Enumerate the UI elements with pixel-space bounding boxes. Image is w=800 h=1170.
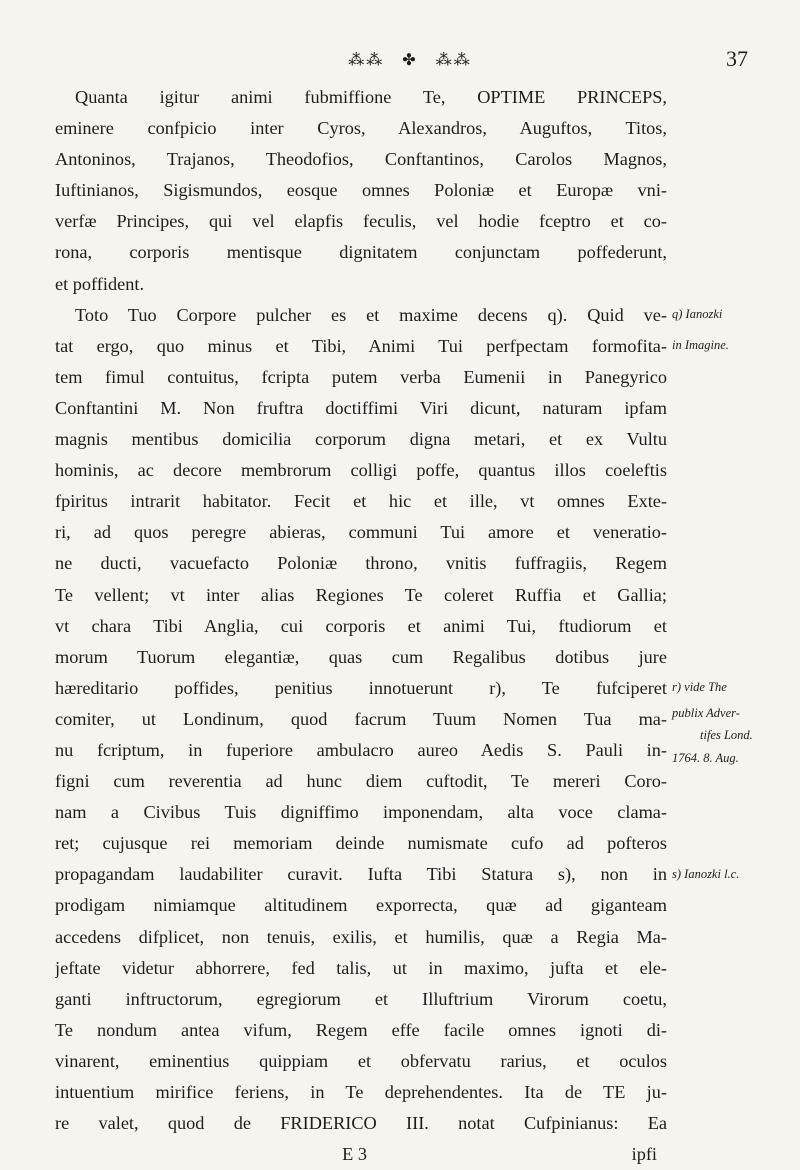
text-line: Conftantini M. Non fruftra doctiffimi Viri dicunt, naturam ipfam: [55, 397, 667, 418]
text-line: tem fimul contuitus, fcripta putem verba Eumenii in Panegyrico: [55, 366, 667, 387]
text-line: nam a Civibus Tuis digniffimo imponendam, alta voce clama-: [55, 802, 667, 823]
text-line: nu fcriptum, in fuperiore ambulacro aureo Aedis S. Pauli in-: [55, 739, 667, 760]
text-line: comiter, ut Londinum, quod facrum Tuum Nomen Tua ma-: [55, 708, 667, 729]
center-ornament-icon: ✤: [402, 52, 418, 69]
text-line: verfæ Principes, qui vel elapfis feculis, vel hodie fceptro et co-: [55, 211, 667, 232]
text-line: eminere confpicio inter Cyros, Alexandros, Auguftos, Titos,: [55, 118, 667, 139]
text-line: vinarent, eminentius quippiam et obfervatu rarius, et oculos: [55, 1050, 667, 1071]
text-line: ne ducti, vacuefacto Poloniæ throno, vnitis fuffragiis, Regem: [55, 553, 667, 574]
text-line: ganti inftructorum, egregiorum et Illuftrium Virorum coetu,: [55, 988, 667, 1009]
catchword: ipfi: [631, 1144, 657, 1165]
text-line: fpiritus intrarit habitator. Fecit et hic et ille, vt omnes Exte-: [55, 491, 667, 512]
text-line: Iuftinianos, Sigismundos, eosque omnes Poloniæ et Europæ vni-: [55, 180, 667, 201]
text-line: magnis mentibus domicilia corporum digna metari, et ex Vultu: [55, 429, 667, 450]
text-line: ret; cujusque rei memoriam deinde numismate cufo ad pofteros: [55, 833, 667, 854]
text-line: figni cum reverentia ad hunc diem cuftodit, Te mereri Coro-: [55, 771, 667, 792]
text-line: ri, ad quos peregre abieras, communi Tui amore et veneratio-: [55, 522, 667, 543]
page-number: 37: [726, 46, 748, 71]
text-line: Antoninos, Trajanos, Theodofios, Conftantinos, Carolos Magnos,: [55, 149, 667, 170]
margin-note: s) Ianozki l.c.: [672, 867, 740, 881]
text-line: prodigam nimiamque altitudinem exporrecta, quæ ad giganteam: [55, 895, 667, 916]
margin-note: tifes Lond.: [700, 728, 753, 742]
margin-note: q) Ianozki: [672, 307, 723, 321]
margin-note: in Imagine.: [672, 338, 729, 352]
text-line: jeftate videtur abhorrere, fed talis, ut in maximo, jufta et ele-: [55, 957, 667, 978]
page-header: [60, 40, 760, 80]
text-line: morum Tuorum elegantiæ, quas cum Regalibus dotibus jure: [55, 646, 667, 667]
right-ornament-icon: ⁂⁂: [435, 52, 472, 69]
text-line: rona, corporis mentisque dignitatem conjunctam poffederunt,: [55, 242, 667, 263]
text-line: Te nondum antea vifum, Regem effe facile omnes ignoti di-: [55, 1019, 667, 1040]
text-line: hæreditario poffides, penitius innotuerunt r), Te fufciperet: [55, 677, 667, 698]
text-line: tat ergo, quo minus et Tibi, Animi Tui perfpectam formofita-: [55, 335, 667, 356]
text-line: Quanta igitur animi fubmiffione Te, OPTIME PRINCEPS,: [75, 87, 667, 107]
text-line: vt chara Tibi Anglia, cui corporis et animi Tui, ftudiorum et: [55, 615, 667, 636]
text-line: accedens difplicet, non tenuis, exilis, et humilis, quæ a Regia Ma-: [55, 926, 667, 947]
text-line: Te vellent; vt inter alias Regiones Te coleret Ruffia et Gallia;: [55, 584, 667, 605]
margin-note: publix Adver-: [672, 706, 740, 720]
text-line: et poffident.: [55, 273, 145, 294]
left-ornament-icon: ⁂⁂: [348, 52, 385, 69]
margin-note: 1764. 8. Aug.: [672, 751, 739, 765]
text-line: propagandam laudabiliter curavit. Iufta Tibi Statura s), non in: [55, 864, 667, 885]
text-line: intuentium mirifice feriens, in Te deprehendentes. Ita de TE ju-: [55, 1082, 667, 1102]
signature-mark: E 3: [342, 1144, 368, 1165]
text-line: Toto Tuo Corpore pulcher es et maxime decens q). Quid ve-: [75, 304, 667, 325]
text-line: hominis, ac decore membrorum colligi poffe, quantus illos coeleftis: [55, 460, 667, 481]
body-text: [55, 82, 667, 1170]
text-line: re valet, quod de FRIDERICO III. notat Cufpinianus: Ea: [55, 1113, 667, 1134]
signature-line: [55, 1139, 667, 1170]
margin-note: r) vide The: [672, 680, 727, 694]
